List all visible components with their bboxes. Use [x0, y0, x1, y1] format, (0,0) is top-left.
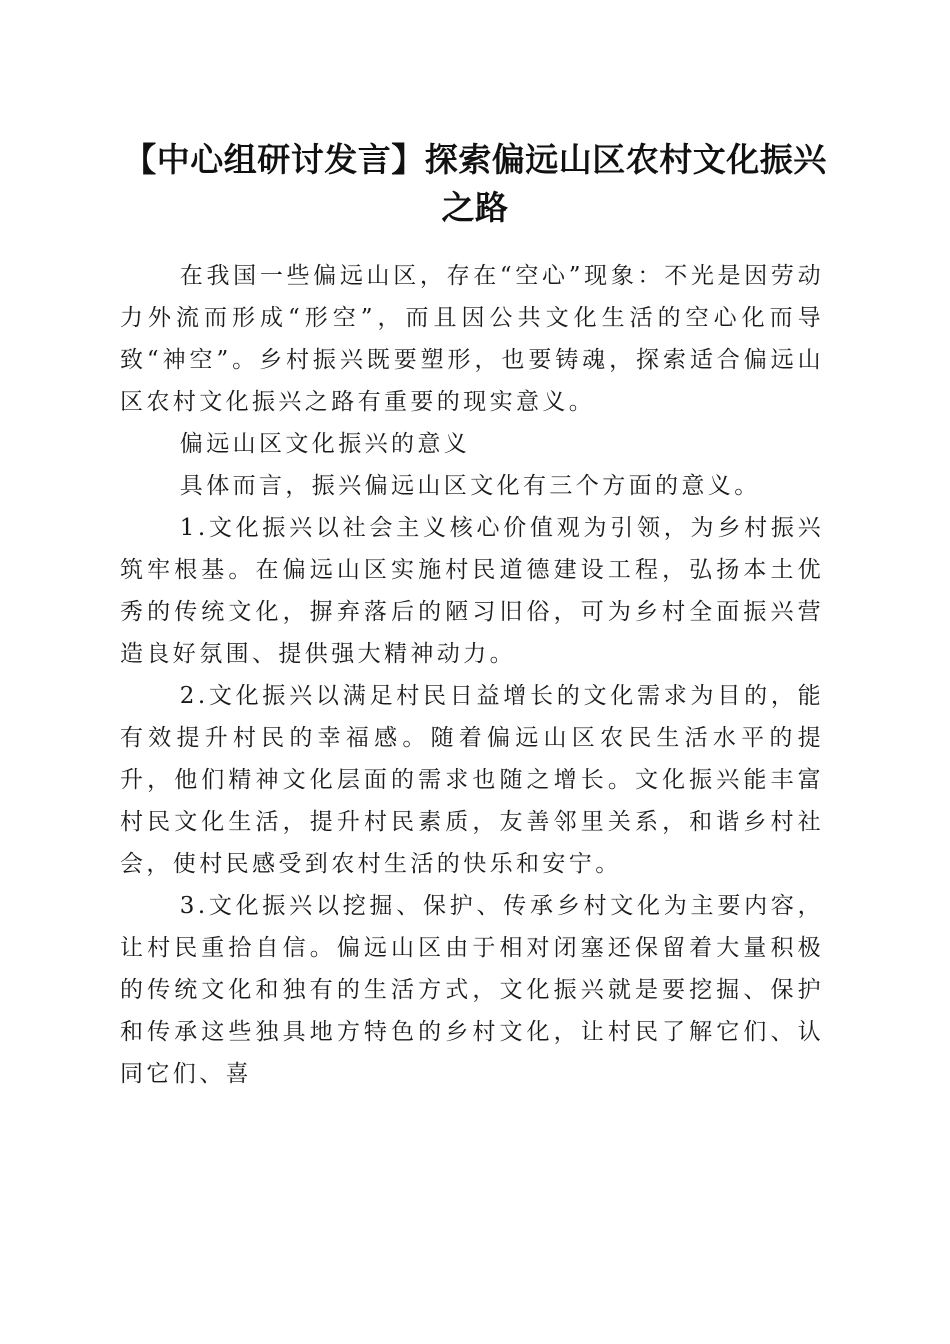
paragraph-point-3: 3.文化振兴以挖掘、保护、传承乡村文化为主要内容，让村民重拾自信。偏远山区由于相对闭塞还保留着大量积极的传统文化和独有的生活方式，文化振兴就是要挖掘、保护和传承这些独具地方特色的乡村文化，让村民了解它们、认同它们、喜 [120, 893, 824, 1087]
paragraph-summary: 具体而言，振兴偏远山区文化有三个方面的意义。 [179, 473, 761, 499]
paragraph-point-1: 1.文化振兴以社会主义核心价值观为引领，为乡村振兴筑牢根基。在偏远山区实施村民道德建设工程，弘扬本土优秀的传统文化，摒弃落后的陋习旧俗，可为乡村全面振兴营造良好氛围、提供强大精神动力。 [120, 515, 824, 667]
section-heading: 偏远山区文化振兴的意义 [179, 431, 471, 457]
document-body [120, 255, 824, 1095]
document-title: 【中心组研讨发言】探索偏远山区农村文化振兴之路 [123, 140, 827, 227]
paragraph-intro: 在我国一些偏远山区，存在“空心”现象：不光是因劳动力外流而形成“形空”，而且因公共文化生活的空心化而导致“神空”。乡村振兴既要塑形，也要铸魂，探索适合偏远山区农村文化振兴之路有重要的现实意义。 [120, 263, 824, 415]
paragraph-point-2: 2.文化振兴以满足村民日益增长的文化需求为目的，能有效提升村民的幸福感。随着偏远山区农民生活水平的提升，他们精神文化层面的需求也随之增长。文化振兴能丰富村民文化生活，提升村民素质，友善邻里关系，和谐乡村社会，使村民感受到农村生活的快乐和安宁。 [120, 683, 824, 877]
